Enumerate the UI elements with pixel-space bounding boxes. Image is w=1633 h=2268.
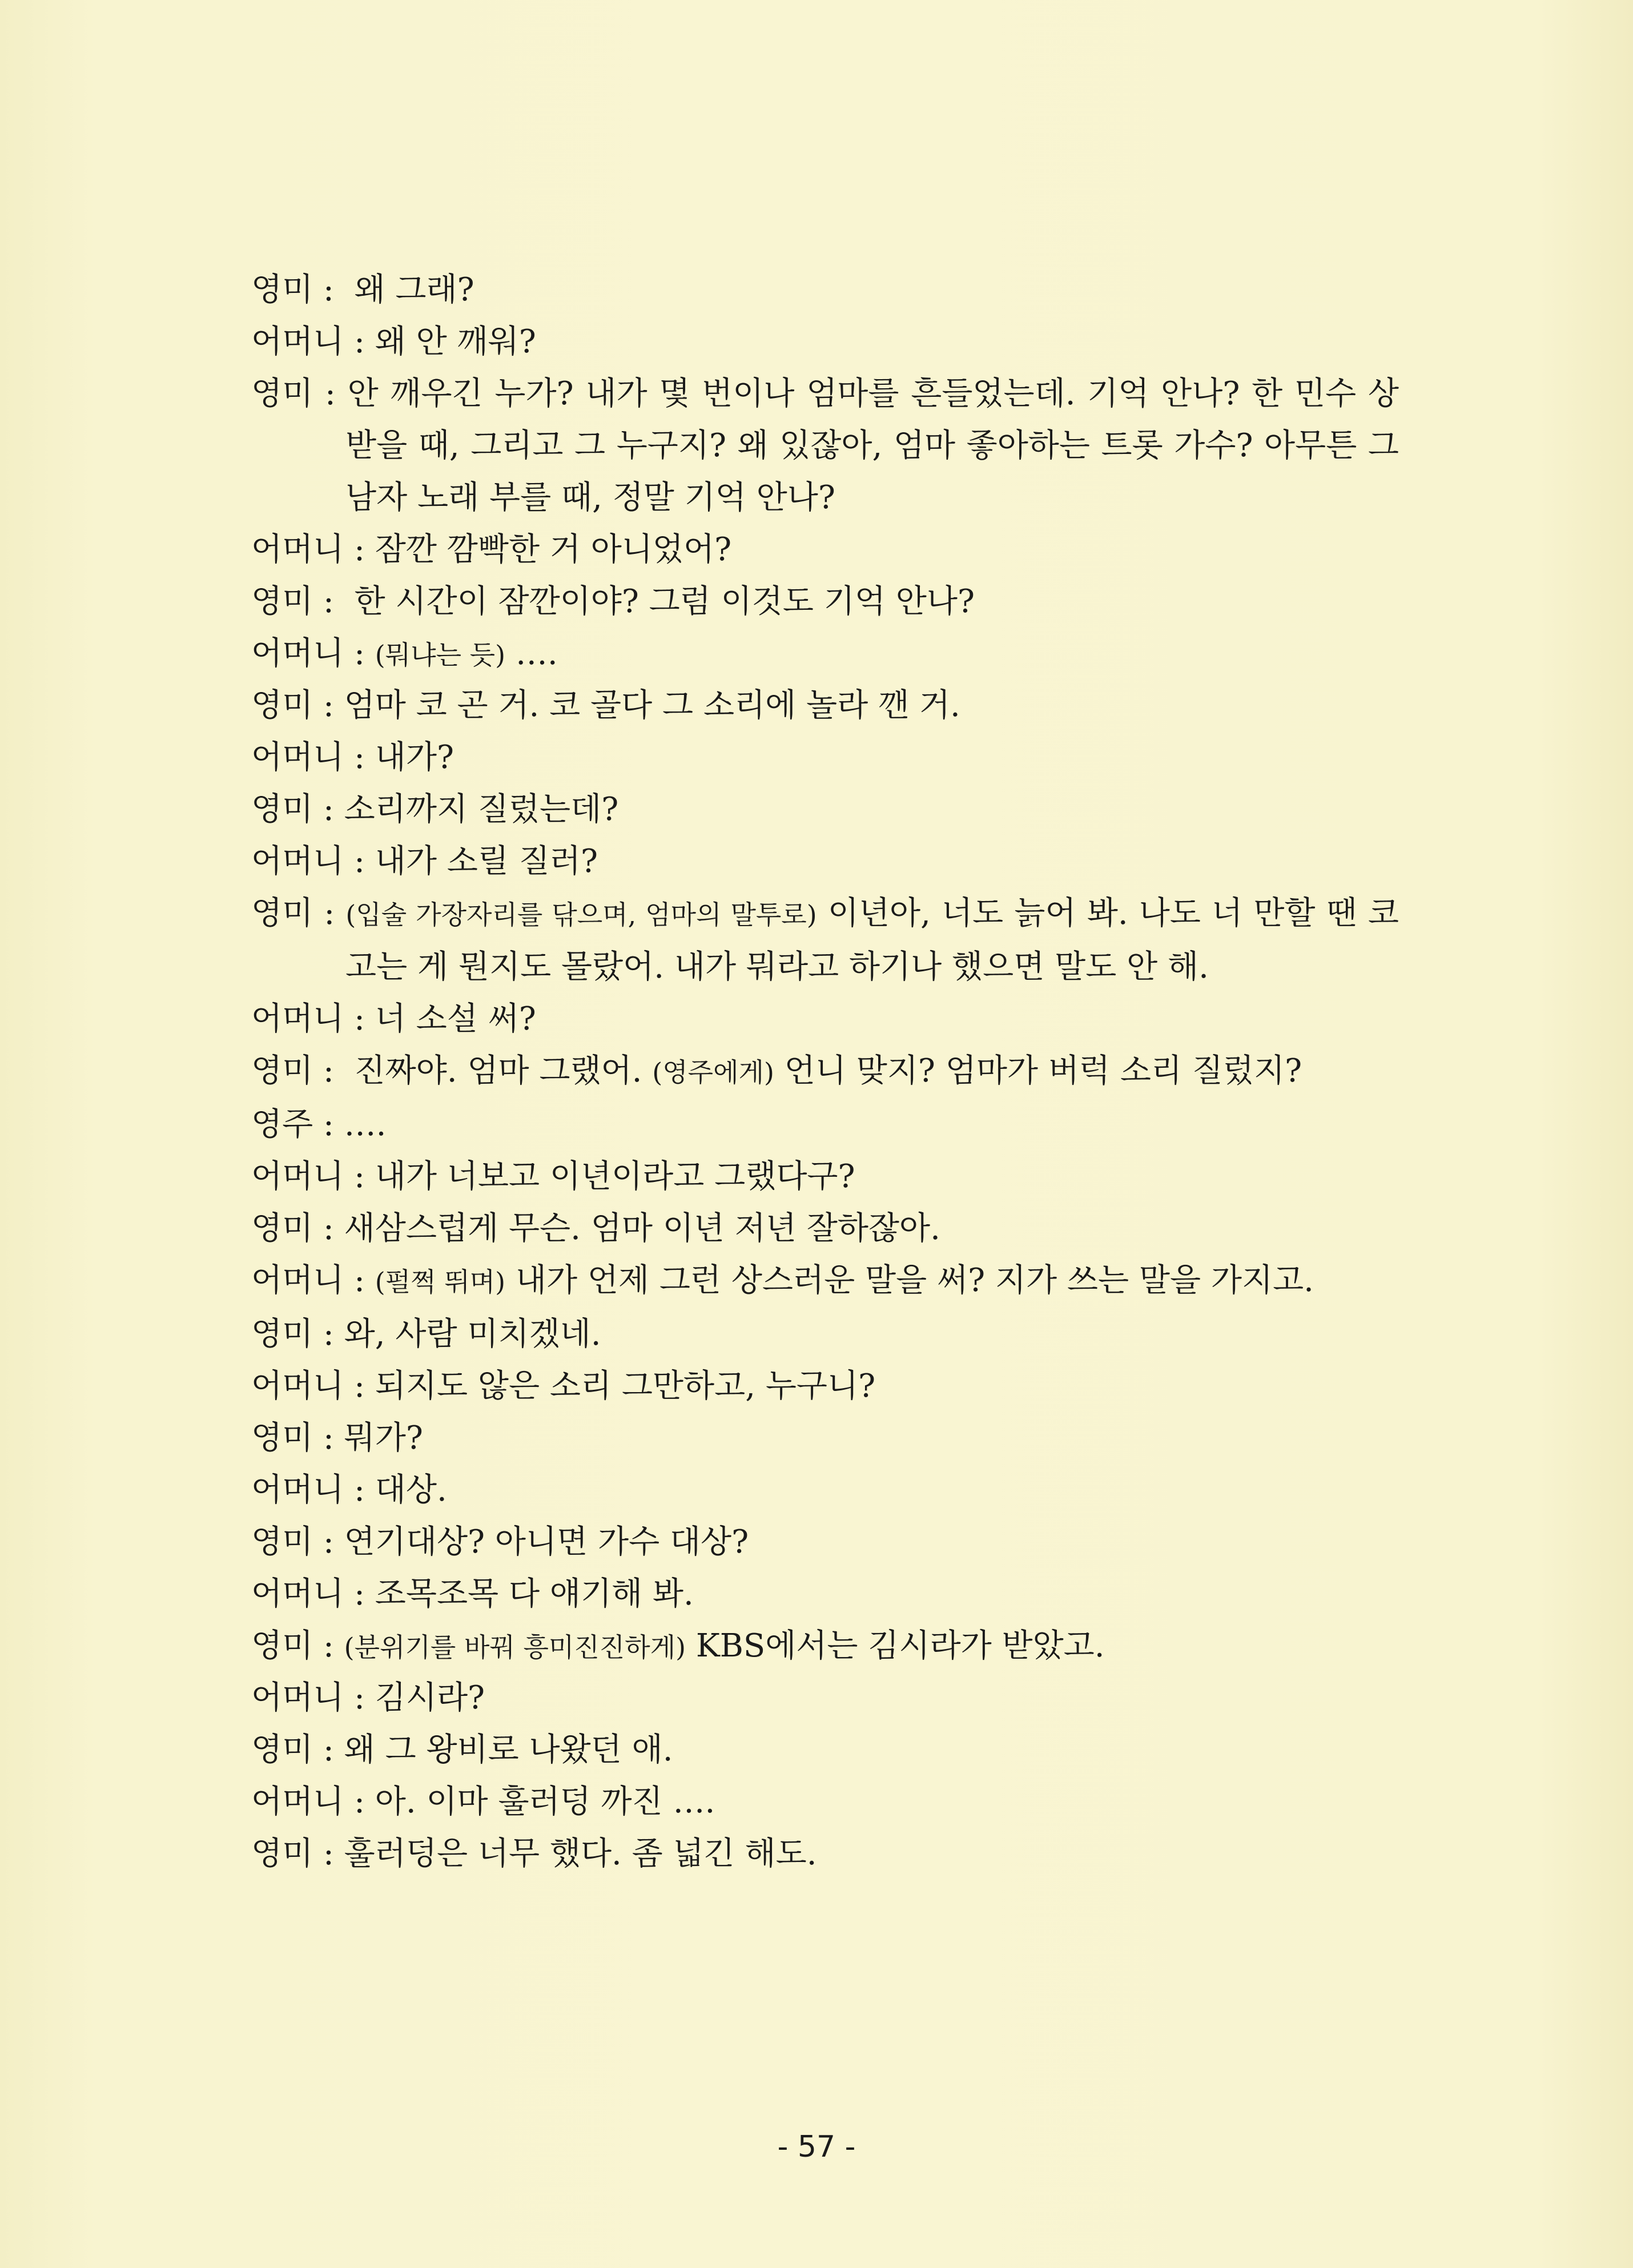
colon: :	[344, 635, 375, 672]
dialogue-text: 되지도 않은 소리 그만하고, 누구니?	[375, 1368, 876, 1405]
wrapped-dialogue	[251, 1045, 1399, 1099]
colon: :	[313, 1316, 344, 1353]
speaker-name: 어머니	[251, 843, 344, 880]
speaker-name: 어머니	[251, 1575, 344, 1612]
colon: :	[344, 1262, 375, 1299]
wrapped-dialogue	[251, 1254, 1399, 1308]
dialogue-line	[251, 1620, 1399, 1672]
speaker-name: 영미	[251, 791, 313, 828]
dialogue-line	[251, 316, 1399, 368]
colon: :	[313, 1419, 344, 1457]
dialogue-line	[251, 1254, 1399, 1308]
dialogue-line	[251, 1672, 1399, 1724]
speaker-name: 영미	[251, 895, 313, 932]
dialogue-line	[251, 1308, 1399, 1360]
dialogue-text: 뭐가?	[344, 1419, 423, 1457]
dialogue-text: ….	[515, 635, 558, 672]
dialogue-text: 소리까지 질렀는데?	[344, 791, 619, 828]
colon: :	[344, 1158, 375, 1195]
speaker-name: 어머니	[251, 1679, 344, 1716]
dialogue-text: 이년아, 너도 늙어 봐. 나도 너 만할 땐 코고는 게 뭔지도 몰랐어. 내가 뭐라고 하기나 했으면 말도 안 해.	[345, 895, 1399, 986]
dialogue-text: KBS에서는 김시라가 받았고.	[695, 1627, 1105, 1664]
dialogue-text: 왜 그 왕비로 나왔던 애.	[344, 1731, 673, 1768]
script-body	[251, 264, 1399, 1880]
dialogue-text: ….	[344, 1106, 387, 1143]
speaker-name: 어머니	[251, 1262, 344, 1299]
dialogue-text: 내가 소릴 질러?	[375, 843, 598, 880]
dialogue-text: 진짜야. 엄마 그랬어.	[354, 1052, 642, 1089]
page-number: - 57 -	[777, 2130, 856, 2164]
dialogue-text: 훌러덩은 너무 했다. 좀 넓긴 해도.	[344, 1835, 817, 1872]
dialogue-text: 아. 이마 훌러덩 까진 ….	[375, 1783, 715, 1820]
speaker-name: 영미	[251, 687, 313, 724]
colon: :	[313, 1731, 344, 1768]
stage-direction: (분위기를 바꿔 흥미진진하게)	[344, 1632, 686, 1663]
colon: :	[313, 375, 348, 412]
dialogue-text: 엄마 코 곤 거. 코 골다 그 소리에 놀라 깬 거.	[344, 687, 960, 724]
dialogue-text: 내가?	[375, 739, 454, 776]
dialogue-line	[251, 264, 1399, 316]
dialogue-text: 안 깨우긴 누가? 내가 몇 번이나 엄마를 흔들었는데. 기억 안나? 한 민수 상 받을 때, 그리고 그 누구지? 왜 있잖아, 엄마 좋아하는 트롯 가수? 아무튼 그 남자 노래 부를 때, 정말 기억 안나?	[345, 375, 1399, 516]
colon: :	[313, 791, 344, 828]
speaker-name: 어머니	[251, 1158, 344, 1195]
dialogue-text: 왜 그래?	[354, 271, 474, 308]
colon: :	[344, 323, 375, 360]
speaker-name: 어머니	[251, 531, 344, 568]
speaker-name: 어머니	[251, 1471, 344, 1509]
dialogue-line	[251, 368, 1399, 524]
wrapped-dialogue	[251, 368, 1399, 524]
stage-direction: (입술 가장자리를 닦으며, 엄마의 말투로)	[345, 899, 817, 930]
colon: :	[313, 1835, 344, 1872]
dialogue-line	[251, 783, 1399, 835]
colon: :	[313, 895, 346, 932]
speaker-name: 영미	[251, 1419, 313, 1457]
speaker-name: 영미	[251, 1210, 313, 1247]
dialogue-text: 내가 언제 그런 상스러운 말을 써? 지가 쓰는 말을 가지고.	[515, 1262, 1314, 1299]
dialogue-line	[251, 1412, 1399, 1464]
speaker-name: 어머니	[251, 1000, 344, 1038]
speaker-name: 영미	[251, 1316, 313, 1353]
colon: :	[344, 843, 375, 880]
colon: :	[313, 1106, 344, 1143]
speaker-name: 영미	[251, 1731, 313, 1768]
colon: :	[344, 1471, 375, 1509]
stage-direction: (뭐냐는 듯)	[375, 640, 506, 670]
dialogue-text: 언니 맞지? 엄마가 버럭 소리 질렀지?	[784, 1052, 1302, 1089]
dialogue-line	[251, 731, 1399, 783]
speaker-name: 영주	[251, 1106, 313, 1143]
speaker-name: 영미	[251, 271, 313, 308]
colon: :	[344, 739, 375, 776]
colon: :	[344, 1783, 375, 1820]
dialogue-line	[251, 524, 1399, 576]
colon: :	[313, 1523, 344, 1561]
dialogue-text: 한 시간이 잠깐이야? 그럼 이것도 기억 안나?	[354, 583, 975, 620]
dialogue-line	[251, 1099, 1399, 1151]
dialogue-line	[251, 993, 1399, 1045]
dialogue-text: 대상.	[375, 1471, 447, 1509]
dialogue-text: 왜 안 깨워?	[375, 323, 536, 360]
colon: :	[344, 1679, 375, 1716]
dialogue-line	[251, 1464, 1399, 1516]
colon: :	[344, 531, 375, 568]
dialogue-line	[251, 1360, 1399, 1412]
colon: :	[313, 271, 355, 308]
dialogue-text: 새삼스럽게 무슨. 엄마 이년 저년 잘하잖아.	[344, 1210, 940, 1247]
dialogue-text: 김시라?	[375, 1679, 485, 1716]
dialogue-line	[251, 835, 1399, 887]
dialogue-line	[251, 1151, 1399, 1203]
colon: :	[344, 1000, 375, 1038]
dialogue-text: 연기대상? 아니면 가수 대상?	[344, 1523, 749, 1561]
speaker-name: 영미	[251, 1052, 313, 1089]
colon: :	[344, 1368, 375, 1405]
colon: :	[313, 1210, 344, 1247]
dialogue-line	[251, 1724, 1399, 1776]
colon: :	[313, 687, 344, 724]
dialogue-line	[251, 1828, 1399, 1880]
dialogue-text: 잠깐 깜빡한 거 아니었어?	[375, 531, 732, 568]
colon: :	[313, 1627, 344, 1664]
dialogue-line	[251, 1045, 1399, 1099]
dialogue-text: 와, 사람 미치겠네.	[344, 1316, 601, 1353]
dialogue-line	[251, 887, 1399, 993]
speaker-name: 영미	[251, 1835, 313, 1872]
stage-direction: (영주에게)	[652, 1057, 774, 1088]
speaker-name: 어머니	[251, 323, 344, 360]
colon: :	[313, 1052, 355, 1089]
colon: :	[313, 583, 355, 620]
speaker-name: 어머니	[251, 1368, 344, 1405]
stage-direction: (펄쩍 뛰며)	[375, 1266, 506, 1297]
dialogue-text: 너 소설 써?	[375, 1000, 536, 1038]
dialogue-text: 내가 너보고 이년이라고 그랬다구?	[375, 1158, 855, 1195]
wrapped-dialogue	[251, 887, 1399, 993]
dialogue-line	[251, 1568, 1399, 1620]
speaker-name: 영미	[251, 1523, 313, 1561]
speaker-name: 어머니	[251, 1783, 344, 1820]
dialogue-line	[251, 576, 1399, 628]
speaker-name: 어머니	[251, 739, 344, 776]
dialogue-line	[251, 628, 1399, 679]
speaker-name: 영미	[251, 1627, 313, 1664]
dialogue-text: 조목조목 다 얘기해 봐.	[375, 1575, 694, 1612]
dialogue-line	[251, 1516, 1399, 1568]
speaker-name: 영미	[251, 583, 313, 620]
speaker-name: 어머니	[251, 635, 344, 672]
dialogue-line	[251, 1203, 1399, 1254]
colon: :	[344, 1575, 375, 1612]
dialogue-line	[251, 1776, 1399, 1828]
dialogue-line	[251, 679, 1399, 731]
speaker-name: 영미	[251, 375, 313, 412]
